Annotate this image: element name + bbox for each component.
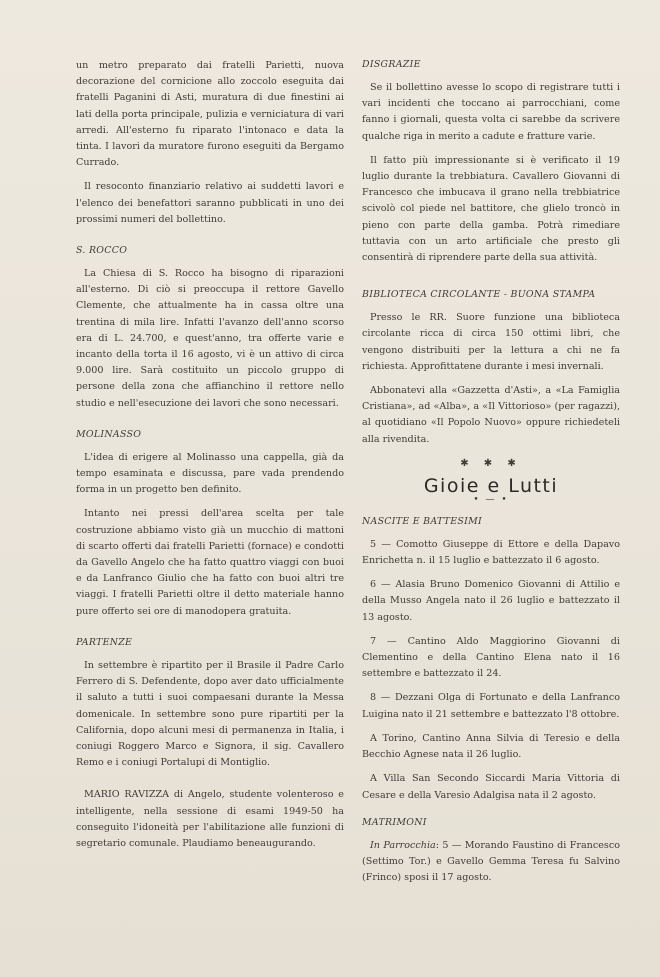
- biblioteca-paragraph-1: Presso le RR. Suore funzione una biblioteca circolante ricca di circa 150 ottimi libri, che vengono distribuiti per la lettura a chi ne fa richiesta. Approfittatene durante i mesi invernali.: [362, 312, 620, 372]
- right-column: [362, 58, 620, 894]
- church-works-paragraph: un metro preparato dai fratelli Parietti, nuova decorazione del cornicione allo zoccolo eseguita dai fratelli Paganini di Asti, muratura di due finestini ai lati della porta principale, pulizia e verniciatura di vari arredi. All'esterno fu riparato l'intonaco e data la tinta. I lavori da muratore furono eseguiti da Bergamo Currado.: [76, 60, 344, 169]
- left-column: [76, 58, 344, 860]
- molinasso-paragraph-1: L'idea di erigere al Molinasso una cappella, già da tempo esaminata e discussa, pare vada prendendo forma in un progetto ben definito.: [76, 451, 344, 496]
- birth-entry-torino: A Torino, Cantino Anna Silvia di Teresio e della Becchio Agnese nata il 26 luglio.: [362, 732, 620, 761]
- birth-entry-5: 5 — Comotto Giuseppe di Ettore e della Dapavo Enrichetta n. il 15 luglio e battezzato il 6 agosto.: [362, 538, 620, 567]
- section-heading-matrimoni: MATRIMONI: [362, 816, 427, 828]
- birth-entry-villa: A Villa San Secondo Siccardi Maria Vittoria di Cesare e della Varesio Adalgisa nata il 2 agosto.: [362, 773, 620, 801]
- title-ornament: • — •: [473, 494, 509, 505]
- ravizza-paragraph: MARIO RAVIZZA di Angelo, studente volenteroso e intelligente, nella sessione di esami 1949-50 ha conseguito l'idoneità per l'abilitazione alle funzioni di segretario comunale. Plaudiamo beneaugurando.: [76, 789, 344, 849]
- disgrazie-paragraph-2: Il fatto più impressionante si è verificato il 19 luglio durante la trebbiatura. Cavallero Giovanni di Francesco che imbucava il grano nella trebbiatrice scivolò col piede nel battitore, che glielo troncò in pieno con parte della gamba. Potrà rimediare tuttavia con un arto artificiale che presto gli consentirà di riprendere parte della sua attività.: [362, 154, 620, 264]
- section-heading-disgrazie: DISGRAZIE: [362, 59, 421, 70]
- birth-entry-7: 7 — Cantino Aldo Maggiorino Giovanni di Clementino e della Cantino Elena nato il 16 settembre e battezzato il 24.: [362, 635, 620, 680]
- section-heading-nascite: NASCITE E BATTESIMI: [362, 515, 482, 527]
- section-heading-partenze: PARTENZE: [76, 636, 133, 648]
- s-rocco-paragraph: La Chiesa di S. Rocco ha bisogno di riparazioni all'esterno. Di ciò si preoccupa il rettore Gavello Clemente, che attualmente ha in cassa oltre una trentina di mila lire. Infatti l'avanzo dell'anno scorso era di L. 24.700, e quest'anno, tra offerte varie e incanto della torta il 16 agosto, vi è un attivo di circa 9.000 lire. Sarà costituito un piccolo gruppo di persone della zona che affianchino il rettore nello studio e nell'esecuzione dei lavori che sono necessari.: [76, 268, 344, 409]
- partenze-paragraph: In settembre è ripartito per il Brasile il Padre Carlo Ferrero di S. Defendente, dopo aver dato ufficialmente il saluto a tutti i suoi compaesani durante la Messa domenicale. In settembre sono pure ripartiti per la California, dopo alcuni mesi di permanenza in Italia, i coniugi Roggero Marco e Signora, il sig. Cavallero Remo e i coniugi Portalupi di Montiglio.: [76, 659, 344, 769]
- birth-entry-6: 6 — Alasia Bruno Domenico Giovanni di Attilio e della Musso Angela nato il 26 luglio e battezzato il 13 agosto.: [362, 579, 620, 623]
- molinasso-paragraph-2: Intanto nei pressi dell'area scelta per tale costruzione abbiamo visto già un mucchio di mattoni di scarto offerti dai fratelli Parietti (fornace) e condotti da Gavello Angelo che ha fatto quattro viaggi con buoi e da Lanfranco Giulio che ha fatto con buoi altri tre viaggi. I fratelli Parietti oltre il detto materiale hanno pure offerto sei ore di manodopera gratuita.: [76, 508, 344, 617]
- section-heading-biblioteca: BIBLIOTECA CIRCOLANTE - BUONA STAMPA: [362, 289, 596, 301]
- asterism-divider: ✱ ✱ ✱: [460, 457, 522, 469]
- section-heading-molinasso: MOLINASSO: [76, 428, 142, 440]
- marriage-entry: [362, 838, 620, 887]
- financial-report-paragraph: Il resoconto finanziario relativo ai suddetti lavori e l'elenco dei benefattori saranno pubblicati in uno dei prossimi numeri del bollettino.: [76, 181, 344, 225]
- biblioteca-paragraph-2: Abbonatevi alla «Gazzetta d'Asti», a «La Famiglia Cristiana», ad «Alba», a «Il Vittorioso» (per ragazzi), al quotidiano «Il Popolo Nuovo» oppure richiedeteli alla rivendita.: [362, 385, 620, 445]
- disgrazie-paragraph-1: Se il bollettino avesse lo scopo di registrare tutti i vari incidenti che toccano ai parrocchiani, come fanno i giornali, questa volta ci sarebbe da scrivere qualche riga in merito a cadute e fratture varie.: [362, 82, 620, 142]
- marriage-location-label: In Parrocchia: [370, 839, 436, 851]
- marriage-entry-text: : 5 — Morando Faustino di Francesco (Settimo Tor.) e Gavello Gemma Teresa fu Salvino (Frinco) sposi il 17 agosto.: [362, 839, 620, 884]
- section-heading-s-rocco: S. ROCCO: [76, 245, 128, 257]
- gioie-e-lutti-title: Gioie e Lutti: [423, 474, 559, 497]
- birth-entry-8: 8 — Dezzani Olga di Fortunato e della Lanfranco Luigina nato il 21 settembre e battezzato l'8 ottobre.: [362, 692, 620, 720]
